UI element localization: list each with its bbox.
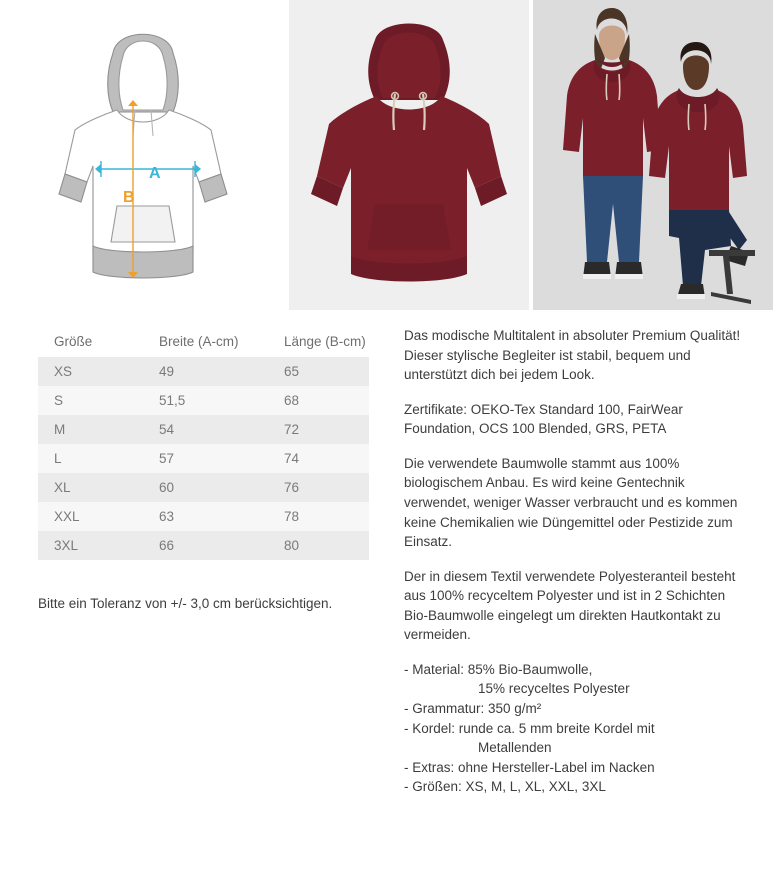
flat-hoodie-icon (297, 8, 521, 300)
product-details (0, 310, 777, 797)
table-row (38, 386, 369, 415)
width-cell: 49 (143, 357, 268, 386)
size-cell: XS (38, 357, 143, 386)
length-cell: 74 (268, 444, 369, 473)
measure-label-a: A (148, 165, 161, 182)
size-table-header-row (38, 326, 369, 357)
spec-kordel-line1: - Kordel: runde ca. 5 mm breite Kordel mit (404, 720, 655, 736)
length-cell: 80 (268, 531, 369, 560)
flat-product-panel (289, 0, 529, 310)
spec-kordel-line2: Metallenden (478, 740, 552, 756)
description-paragraph-2: Zertifikate: OEKO-Tex Standard 100, FairWear Foundation, OCS 100 Blended, GRS, PETA (404, 401, 683, 437)
size-table-header-laenge: Länge (B-cm) (268, 326, 369, 357)
size-cell: 3XL (38, 531, 143, 560)
description-paragraph-3: Die verwendete Baumwolle stammt aus 100% biologischem Anbau. Es wird keine Gentechnik verwendet, weniger Wasser verbraucht und es kommen keine Chemikalien wie Düngemittel oder Pestizide zum Einsatz. (404, 455, 738, 550)
table-row (38, 415, 369, 444)
model-photo-panel (533, 0, 773, 310)
table-row (38, 444, 369, 473)
description-paragraph-1: Das modische Multitalent in absoluter Premium Qualität! Dieser stylische Begleiter ist stabil, bequem und unterstützt dich bei jedem Look. (404, 328, 741, 383)
size-cell: M (38, 415, 143, 444)
length-cell: 72 (268, 415, 369, 444)
table-row (38, 473, 369, 502)
size-table (38, 326, 369, 560)
width-cell: 54 (143, 415, 268, 444)
model-photo-illustration (533, 0, 773, 310)
spec-material-line2: 15% recyceltes Polyester (478, 681, 630, 697)
length-cell: 65 (268, 357, 369, 386)
table-row (38, 357, 369, 386)
width-cell: 66 (143, 531, 268, 560)
length-cell: 78 (268, 502, 369, 531)
size-table-header-breite: Breite (A-cm) (143, 326, 268, 357)
spec-list (404, 660, 749, 797)
width-cell: 57 (143, 444, 268, 473)
measure-label-b: B (122, 189, 135, 206)
spec-material-line1: - Material: 85% Bio-Baumwolle, (404, 661, 593, 677)
table-row (38, 531, 369, 560)
size-cell: XL (38, 473, 143, 502)
length-cell: 68 (268, 386, 369, 415)
size-table-header-groesse: Größe (38, 326, 143, 357)
spec-groessen: - Größen: XS, M, L, XL, XXL, 3XL (404, 779, 606, 795)
size-cell: S (38, 386, 143, 415)
width-cell: 60 (143, 473, 268, 502)
description-paragraph-4: Der in diesem Textil verwendete Polyesteranteil besteht aus 100% recyceltem Polyester und ist in 2 Schichten Bio-Baumwolle eingelegt um direkten Hautkontakt zu vermeiden. (404, 568, 736, 643)
size-cell: XXL (38, 502, 143, 531)
tolerance-note: Bitte ein Toleranz von +/- 3,0 cm berücksichtigen. (38, 596, 333, 611)
technical-drawing-panel (0, 0, 285, 310)
product-image-row (0, 0, 777, 310)
size-cell: L (38, 444, 143, 473)
spec-extras: - Extras: ohne Hersteller-Label im Nacken (404, 759, 655, 775)
technical-drawing-icon (13, 6, 273, 306)
description-column (404, 326, 777, 797)
width-cell: 51,5 (143, 386, 268, 415)
spec-grammatur: - Grammatur: 350 g/m² (404, 701, 542, 716)
table-row (38, 502, 369, 531)
length-cell: 76 (268, 473, 369, 502)
size-info-column (0, 326, 404, 797)
width-cell: 63 (143, 502, 268, 531)
